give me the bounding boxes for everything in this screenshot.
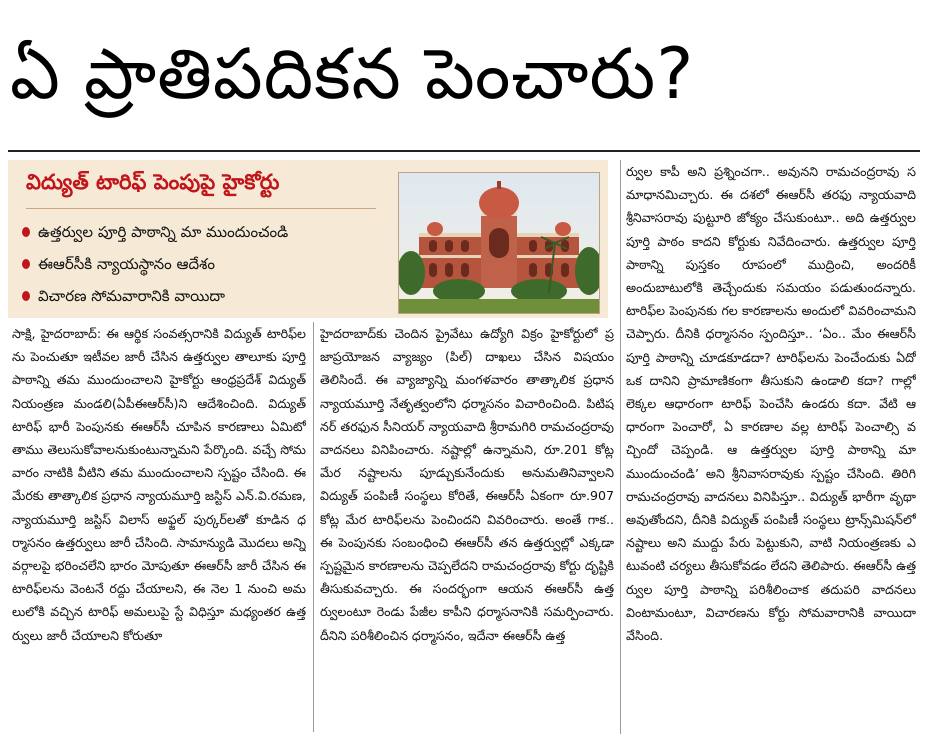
article-column-1: [12, 322, 306, 732]
highlight-text: ఈఆర్‌సీకి న్యాయస్థానం ఆదేశం: [38, 255, 215, 273]
high-court-photo: [398, 172, 600, 314]
article-column-2: [320, 322, 614, 732]
headline: ఏ ప్రాతిపదికన పెంచారు?: [10, 33, 695, 115]
highlights-divider: [26, 208, 376, 209]
bullet-icon: [22, 259, 30, 269]
highlight-text: విచారణ సోమవారానికి వాయిదా: [38, 287, 225, 305]
headline-divider: [8, 150, 920, 152]
article-text: ర్వుల కాపీ అని ప్రశ్నించగా.. అవునని రామచంద్రరావు సమాధానమిచ్చారు. ఈ దశలో ఈఆర్‌సీ తరఫు న్యాయవాది శ్రీనివాసరావు పుట్టూరి జోక్యం చేసుకుంటూ.. అది ఉత్తర్వుల పూర్తి పాఠం కాదని కోర్టుకు నివేదించారు. ఉత్తర్వుల పూర్తి పాఠాన్ని పుస్తకం రూపంలో ముద్రించి, అందరికీ అందుబాటులోకి తెచ్చేందుకు సమయం పడుతుందన్నారు. టారిఫ్‌ల పెంపునకు గల కారణాలను అందులో వివరించామని చెప్పారు. దీనికి ధర్మాసనం స్పందిస్తూ.. ‘ఏం.. మేం ఈఆర్‌సీ పూర్తి పాఠాన్ని చూడకూడదా? టారిఫ్‌లను పెంచేందుకు ఏదో ఒక దానిని ప్రామాణికంగా తీసుకుని ఉండాలి కదా? గాల్లో లెక్కల ఆధారంగా టారిఫ్ పెంచేసి ఉండరు కదా. వేటి ఆధారంగా పెంచారో, ఏ కారణాల వల్ల టారిఫ్ పెంచాల్సి వచ్చిందో చెప్పండి. ఆ ఉత్తర్వుల పూర్తి పాఠాన్ని మా ముందుంచండి’ అని శ్రీనివాసరావుకు స్పష్టం చేసింది. తిరిగి రామచంద్రరావు వాదనలు వినిపిస్తూ.. విద్యుత్ భారీగా వృథా అవుతోందని, దీనికి విద్యుత్ పంపిణీ సంస్థలు ట్రాన్స్‌మిషన్‌లో నష్టాలు అని ముద్దు పేరు పెట్టుకుని, వాటి నియంత్రణకు ఎటువంటి చర్యలు తీసుకోవడం లేదని తెలిపారు. ఈఆర్‌సీ ఉత్తర్వుల పూర్తి పాఠాన్ని పరిశీలించాక తదుపరి వాదనలు వింటామంటూ, విచారణను కోర్టు సోమవారానికి వాయిదా వేసింది.: [626, 164, 916, 644]
highlight-item: [18, 280, 388, 312]
column-divider: [313, 322, 314, 732]
highlight-item: [18, 248, 388, 280]
highlights-box: [8, 160, 608, 318]
column-divider: [620, 160, 621, 734]
high-court-building-image: [399, 173, 599, 313]
highlight-item: [18, 216, 388, 248]
highlights-list: [18, 216, 388, 312]
article-text: హైదరాబాద్‌కు చెందిన ప్రైవేటు ఉద్యోగి విక్రం హైకోర్టులో ప్రజాప్రయోజన వ్యాజ్యం (పిల్) దాఖలు చేసిన విషయం తెలిసిందే. ఈ వ్యాజ్యాన్ని మంగళవారం తాత్కాలిక ప్రధాన న్యాయమూర్తి నేతృత్వంలోని ధర్మాసనం విచారించింది. పిటిషనర్ తరఫున సీనియర్ న్యాయవాది శ్రీరామగిరి రామచంద్రరావు వాదనలు వినిపించారు. నష్టాల్లో ఉన్నామని, రూ.201 కోట్ల మేర నష్టాలను పూడ్చుకునేందుకు అనుమతినివ్వాలని విద్యుత్ పంపిణీ సంస్థలు కోరితే, ఈఆర్‌సీ ఏకంగా రూ.907 కోట్ల మేర టారిఫ్‌లను పెంచిందని వివరించారు. అంతే గాక.. ఈ పెంపునకు సంబంధించి ఈఆర్‌సీ తన ఉత్తర్వుల్లో ఎక్కడా స్పష్టమైన కారణాలను చెప్పలేదని రామచంద్రరావు కోర్టు దృష్టికి తీసుకువచ్చారు. ఈ సందర్భంగా ఆయన ఈఆర్‌సీ ఉత్తర్వులంటూ రెండు పేజీల కాపీని ధర్మాసనానికి సమర్పించారు. దీనిని పరిశీలించిన ధర్మాసనం, ఇదేనా ఈఆర్‌సీ ఉత్త: [320, 326, 614, 643]
article-column-3: [626, 160, 916, 734]
bullet-icon: [22, 227, 30, 237]
bullet-icon: [22, 291, 30, 301]
highlight-text: ఉత్తర్వుల పూర్తి పాఠాన్ని మా ముందుంచండి: [38, 223, 289, 241]
article-text: సాక్షి, హైదరాబాద్: ఈ ఆర్థిక సంవత్సరానికి విద్యుత్ టారిఫ్‌లను పెంచుతూ ఇటీవల జారీ చేసిన ఉత్తర్వుల తాలూకు పూర్తి పాఠాన్ని తమ ముందుంచాలని హైకోర్టు ఆంధ్రప్రదేశ్ విద్యుత్ నియంత్రణ మండలి(ఏపీఈఆర్‌సీ)ని ఆదేశించింది. విద్యుత్ టారిఫ్‌ భారీ పెంపునకు ఈఆర్‌సీ చూపిన కారణాలు ఏమిటో తాము తెలుసుకోవాలనుకుంటున్నామని పేర్కొంది. వచ్చే సోమవారం నాటికి వీటిని తమ ముందుంచాలని స్పష్టం చేసింది. ఈ మేరకు తాత్కాలిక ప్రధాన న్యాయమూర్తి జస్టిస్ ఎన్.వి.రమణ, న్యాయమూర్తి జస్టిస్ విలాస్ అఫ్జల్ పుర్కర్‌లతో కూడిన ధర్మాసనం ఉత్తర్వులు జారీ చేసింది. సామాన్యుడి మొదలు అన్ని వర్గాలపై భరించలేని భారం మోపుతూ ఈఆర్‌సీ జారీ చేసిన ఈ టారిఫ్‌లను వెంటనే రద్దు చేయాలని, ఈ నెల 1 నుంచి అమలులోకి వచ్చిన టారిఫ్ అమలుపై స్టే విధిస్తూ మధ్యంతర ఉత్తర్వులు జారీ చేయాలని కోరుతూ: [12, 326, 306, 643]
highlights-title: విద్యుత్ టారిఫ్ పెంపుపై హైకోర్టు: [26, 170, 280, 194]
